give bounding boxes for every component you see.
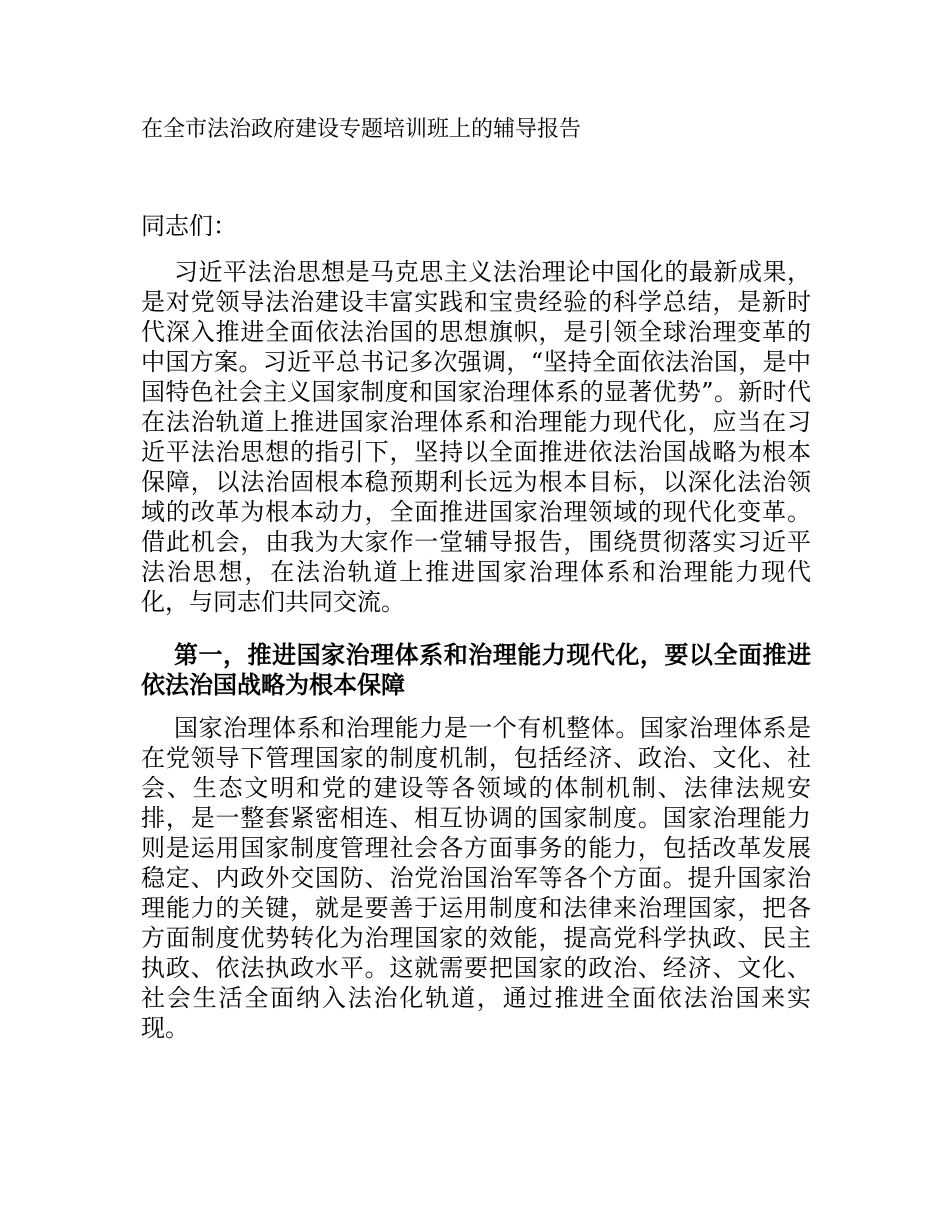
section-heading-1: 第一，推进国家治理体系和治理能力现代化，要以全面推进依法治国战略为根本保障: [141, 640, 811, 699]
salutation: 同志们：: [141, 212, 237, 240]
body-paragraph-2: 国家治理体系和治理能力是一个有机整体。国家治理体系是在党领导下管理国家的制度机制，包括经济、政治、文化、社会、生态文明和党的建设等各领域的体制机制、法律法规安排，是一整套紧密相连、相互协调的国家制度。国家治理能力则是运用国家制度管理社会各方面事务的能力，包括改革发展稳定、内政外交国防、治党治国治军等各个方面。提升国家治理能力的关键，就是要善于运用制度和法律来治理国家，把各方面制度优势转化为治理国家的效能，提高党科学执政、民主执政、依法执政水平。这就需要把国家的政治、经济、文化、社会生活全面纳入法治化轨道，通过推进全面依法治国来实现。: [141, 714, 811, 1042]
document-body: [141, 257, 811, 1066]
body-paragraph-1: 习近平法治思想是马克思主义法治理论中国化的最新成果，是对党领导法治建设丰富实践和宝贵经验的科学总结，是新时代深入推进全面依法治国的思想旗帜，是引领全球治理变革的中国方案。习近平总书记多次强调，“坚持全面依法治国，是中国特色社会主义国家制度和国家治理体系的显著优势”。新时代在法治轨道上推进国家治理体系和治理能力现代化，应当在习近平法治思想的指引下，坚持以全面推进依法治国战略为根本保障，以法治固根本稳预期利长远为根本目标，以深化法治领域的改革为根本动力，全面推进国家治理领域的现代化变革。借此机会，由我为大家作一堂辅导报告，围绕贯彻落实习近平法治思想，在法治轨道上推进国家治理体系和治理能力现代化，与同志们共同交流。: [141, 258, 811, 616]
document-title: 在全市法治政府建设专题培训班上的辅导报告: [141, 117, 582, 142]
